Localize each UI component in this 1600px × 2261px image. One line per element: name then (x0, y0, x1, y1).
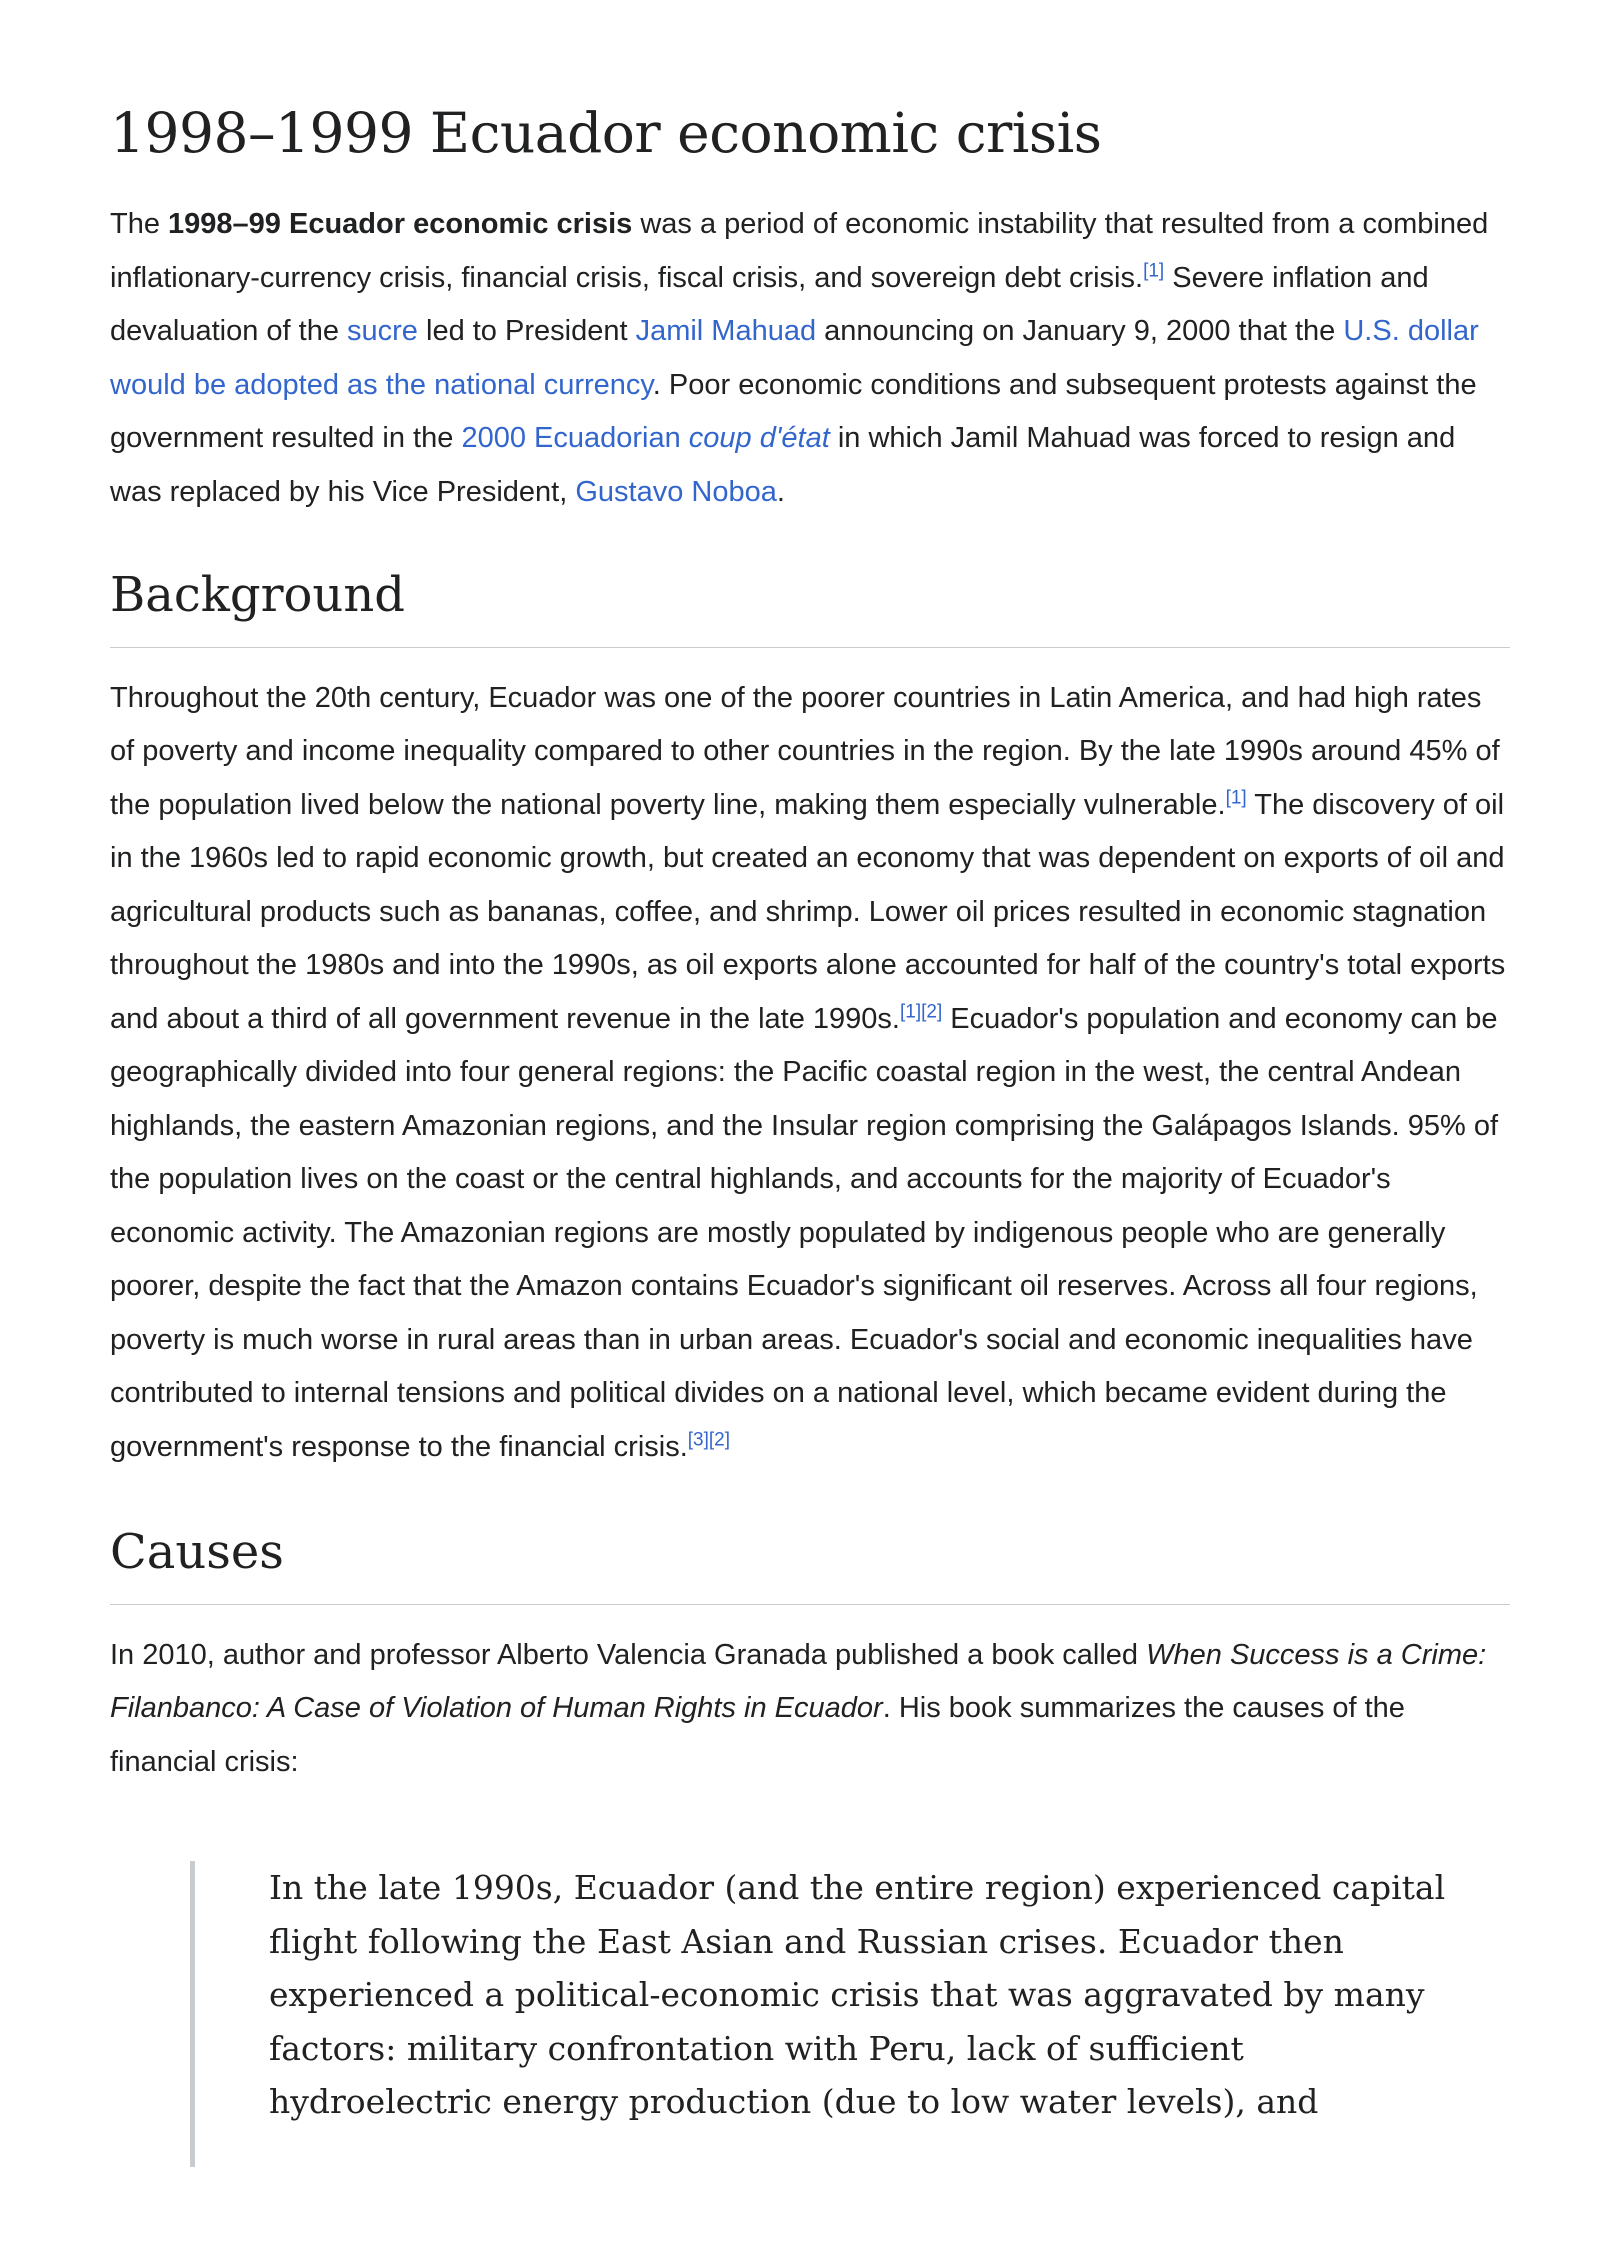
background-text: Throughout the 20th century, Ecuador was one of the poorer countries in Latin America, and had high rates of poverty and income inequality compared to other countries in the region. By the late 1990s around 45% of the population lived below the national poverty line, making them especially vulnerable. (110, 681, 1500, 821)
intro-text: led to President (417, 315, 636, 347)
intro-text: The (110, 208, 169, 240)
background-text: Ecuador's population and economy can be geographically divided into four general regions: the Pacific coastal region in the west, the central Andean highlands, the eastern Amazonian regions, and the Insular region comprising the Galápagos Islands. 95% of the population lives on the coast or the central highlands, and accounts for the majority of Ecuador's economic activity. The Amazonian regions are mostly populated by indigenous people who are generally poorer, despite the fact that the Amazon contains Ecuador's significant oil reserves. Across all four regions, poverty is much worse in rural areas than in urban areas. Ecuador's social and economic inequalities have contributed to internal tensions and political divides on a national level, which became evident during the government's response to the financial crisis. (110, 1002, 1499, 1463)
causes-text: In 2010, author and professor Alberto Valencia Granada published a book called (110, 1638, 1147, 1671)
background-paragraph (110, 672, 1510, 1475)
intro-paragraph (110, 198, 1510, 519)
causes-paragraph (110, 1629, 1510, 1790)
quote-text: In the late 1990s, Ecuador (and the entire region) experienced capital flight following the East Asian and Russian crises. Ecuador then experienced a political-economic crisis that was aggravated by many factors: military confrontation with Peru, lack of sufficient hydroelectric energy production (due to low water levels), and (269, 1868, 1446, 2122)
blockquote (190, 1861, 1449, 2167)
background-text: The discovery of oil in the 1960s led to rapid economic growth, but created an economy that was dependent on exports of oil and agricultural products such as bananas, coffee, and shrimp. Lower oil prices resulted in economic stagnation throughout the 1980s and into the 1990s, as oil exports alone accounted for half of the country's total exports and about a third of all government revenue in the late 1990s. (110, 788, 1506, 1035)
reference-link[interactable]: [2] (921, 1000, 943, 1022)
book-title: When Success is a Crime: Filanbanco: A Case of Violation of Human Rights in Ecuador (110, 1638, 1487, 1725)
reference-link[interactable]: [1] (1225, 786, 1247, 808)
intro-text: . Poor economic conditions and subsequent protests against the government resulted in the (110, 368, 1477, 454)
intro-text: in which Jamil Mahuad was forced to resign and was replaced by his Vice President, (110, 422, 1456, 508)
intro-text: Severe inflation and devaluation of the (110, 261, 1429, 347)
reference-link[interactable]: [1] (1143, 259, 1165, 281)
link-us-dollar-adoption[interactable]: U.S. dollar would be adopted as the national currency (110, 315, 1479, 401)
reference-link[interactable]: [2] (708, 1428, 731, 1450)
link-coup-part: 2000 Ecuadorian (461, 422, 689, 454)
article (110, 100, 1510, 2167)
intro-bold-subject: 1998–99 Ecuador economic crisis (168, 208, 633, 240)
causes-text: . His book summarizes the causes of the financial crisis: (110, 1692, 1405, 1778)
page-title: 1998–1999 Ecuador economic crisis (110, 101, 1102, 165)
reference-link[interactable]: [1] (899, 1000, 922, 1022)
intro-text: . (776, 475, 785, 508)
intro-text: was a period of economic instability that resulted from a combined inflationary-currency crisis, financial crisis, fiscal crisis, and sovereign debt crisis. (110, 208, 1489, 294)
link-2000-coup[interactable] (461, 422, 829, 454)
section-heading-background: Background (110, 567, 1510, 648)
reference-link[interactable]: [3] (687, 1428, 709, 1450)
link-coup-italic: coup d'état (688, 422, 830, 454)
intro-text: announcing on January 9, 2000 that the (816, 315, 1344, 347)
link-gustavo-noboa[interactable]: Gustavo Noboa (575, 475, 777, 508)
link-sucre[interactable]: sucre (347, 315, 418, 347)
section-heading-causes: Causes (110, 1524, 1510, 1605)
link-jamil-mahuad[interactable]: Jamil Mahuad (635, 315, 817, 347)
